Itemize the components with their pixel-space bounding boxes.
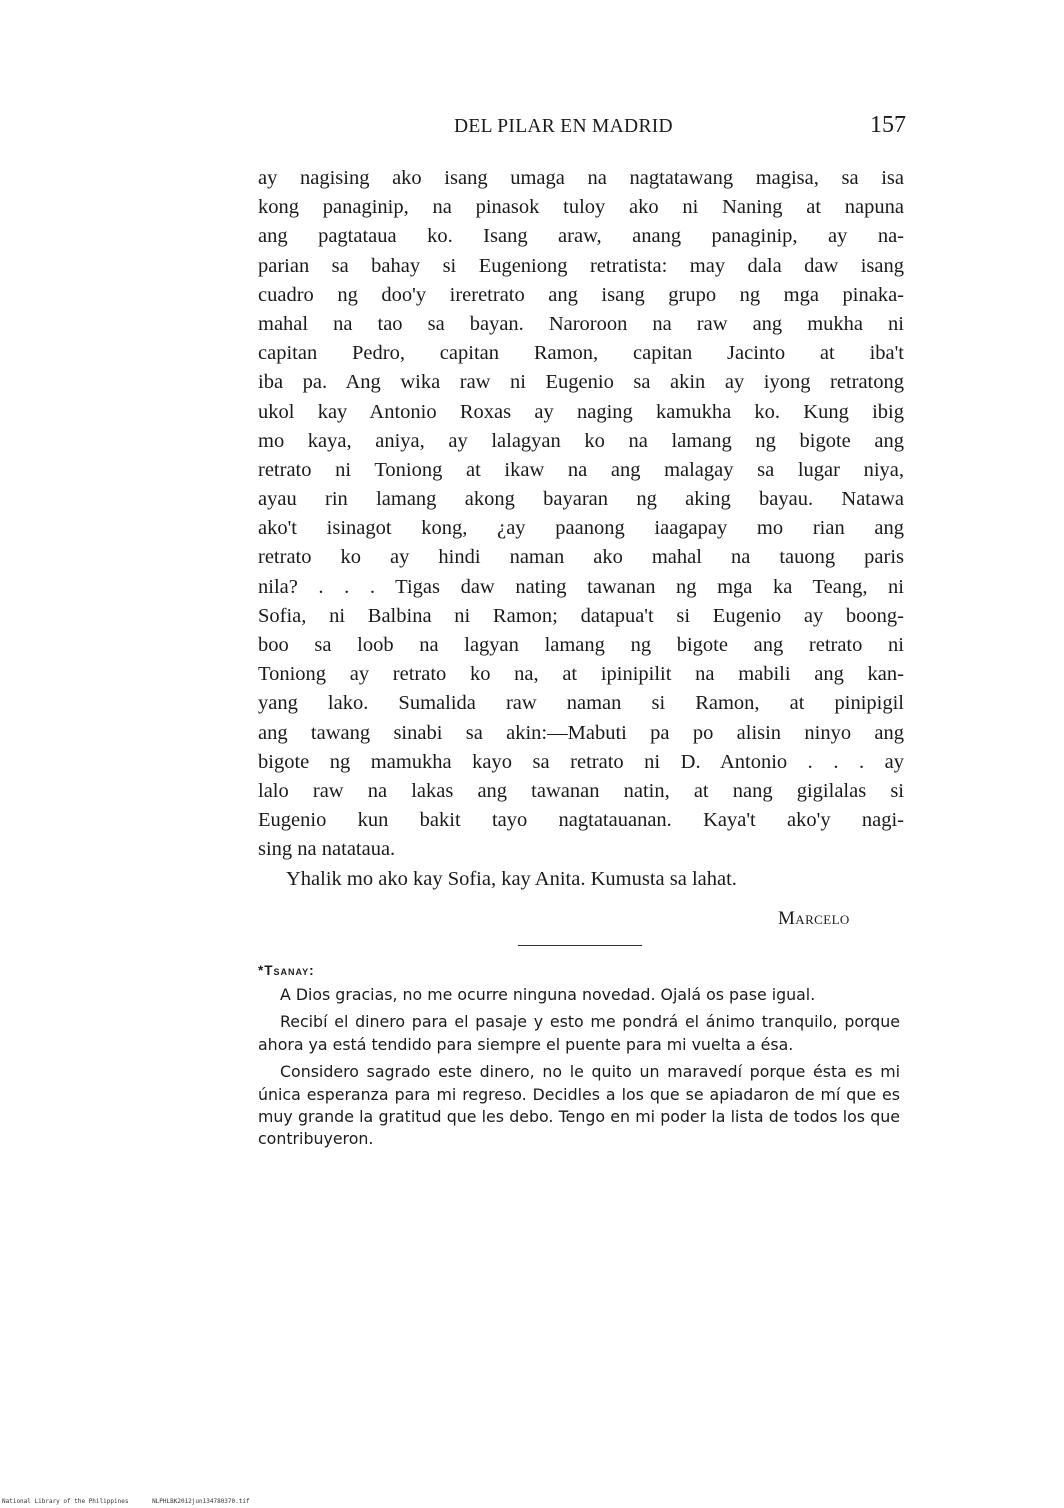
signature: Marcelo <box>778 908 850 929</box>
body-line: mo kaya, aniya, ay lalagyan ko na lamang ng bigote ang <box>258 429 904 452</box>
page-number: 157 <box>870 112 906 138</box>
body-line: iba pa. Ang wika raw ni Eugenio sa akin ay iyong retratong <box>258 371 904 394</box>
closing-line: Yhalik mo ako kay Sofia, kay Anita. Kumusta sa lahat. <box>286 867 737 890</box>
body-line: ang tawang sinabi sa akin:—Mabuti pa po alisin ninyo ang <box>258 721 904 744</box>
body-line: retrato ko ay hindi naman ako mahal na tauong paris <box>258 546 904 569</box>
library-credit: National Library of the Philippines <box>2 1498 129 1505</box>
body-line: cuadro ng doo'y ireretrato ang isang grupo ng mga pinaka- <box>258 283 904 306</box>
body-line: yang lako. Sumalida raw naman si Ramon, at pinipigil <box>258 692 904 715</box>
body-line: nila? . . . Tigas daw nating tawanan ng mga ka Teang, ni <box>258 575 904 598</box>
body-line: ako't isinagot kong, ¿ay paanong iaagapay mo rian ang <box>258 517 904 540</box>
body-line: kong panaginip, na pinasok tuloy ako ni Naning at napuna <box>258 196 904 219</box>
file-identifier: NLPHLBK2012jun134780370.tif <box>152 1498 250 1505</box>
note-paragraph: Recibí el dinero para el pasaje y esto me pondrá el ánimo tranquilo, porque ahora ya está tendido para siempre el puente para mi vuelta a ésa. <box>258 1012 900 1054</box>
page-header <box>268 112 908 148</box>
scan-footer <box>2 1498 270 1505</box>
letter-body <box>258 164 904 894</box>
body-line: parian sa bahay si Eugeniong retratista: may dala daw isang <box>258 254 904 277</box>
body-line: mahal na tao sa bayan. Naroroon na raw ang mukha ni <box>258 312 904 335</box>
body-line: sing na natataua. <box>258 838 396 861</box>
body-line: ayau rin lamang akong bayaran ng aking bayau. Natawa <box>258 488 904 511</box>
body-line: capitan Pedro, capitan Ramon, capitan Jacinto at iba't <box>258 342 904 365</box>
section-divider <box>518 945 642 946</box>
note-paragraph: A Dios gracias, no me ocurre ninguna novedad. Ojalá os pase igual. <box>280 985 816 1004</box>
body-line: Eugenio kun bakit tayo nagtatauanan. Kaya't ako'y nagi- <box>258 809 904 832</box>
running-title: DEL PILAR EN MADRID <box>454 116 673 137</box>
body-line: ay nagising ako isang umaga na nagtatawang magisa, sa isa <box>258 167 904 189</box>
notes-label: *Tsanay: <box>258 963 315 978</box>
body-line: bigote ng mamukha kayo sa retrato ni D. Antonio . . . ay <box>258 750 904 773</box>
translation-notes <box>258 958 900 1156</box>
body-line: ukol kay Antonio Roxas ay naging kamukha ko. Kung ibig <box>258 400 904 423</box>
body-line: Sofia, ni Balbina ni Ramon; datapua't si Eugenio ay boong- <box>258 604 904 627</box>
body-line: lalo raw na lakas ang tawanan natin, at nang gigilalas si <box>258 779 904 802</box>
body-line: Toniong ay retrato ko na, at ipinipilit na mabili ang kan- <box>258 663 904 686</box>
body-line: ang pagtataua ko. Isang araw, anang panaginip, ay na- <box>258 225 904 248</box>
body-line: boo sa loob na lagyan lamang ng bigote ang retrato ni <box>258 634 904 656</box>
note-paragraph: Considero sagrado este dinero, no le quito un maravedí porque ésta es mi única esperanza para mi regreso. Decidles a los que se apiadaron de mí que es muy grande la gratitud que les debo. Tengo en mi poder la lista de todos los que contribuyeron. <box>258 1062 900 1149</box>
body-line: retrato ni Toniong at ikaw na ang malagay sa lugar niya, <box>258 458 904 481</box>
